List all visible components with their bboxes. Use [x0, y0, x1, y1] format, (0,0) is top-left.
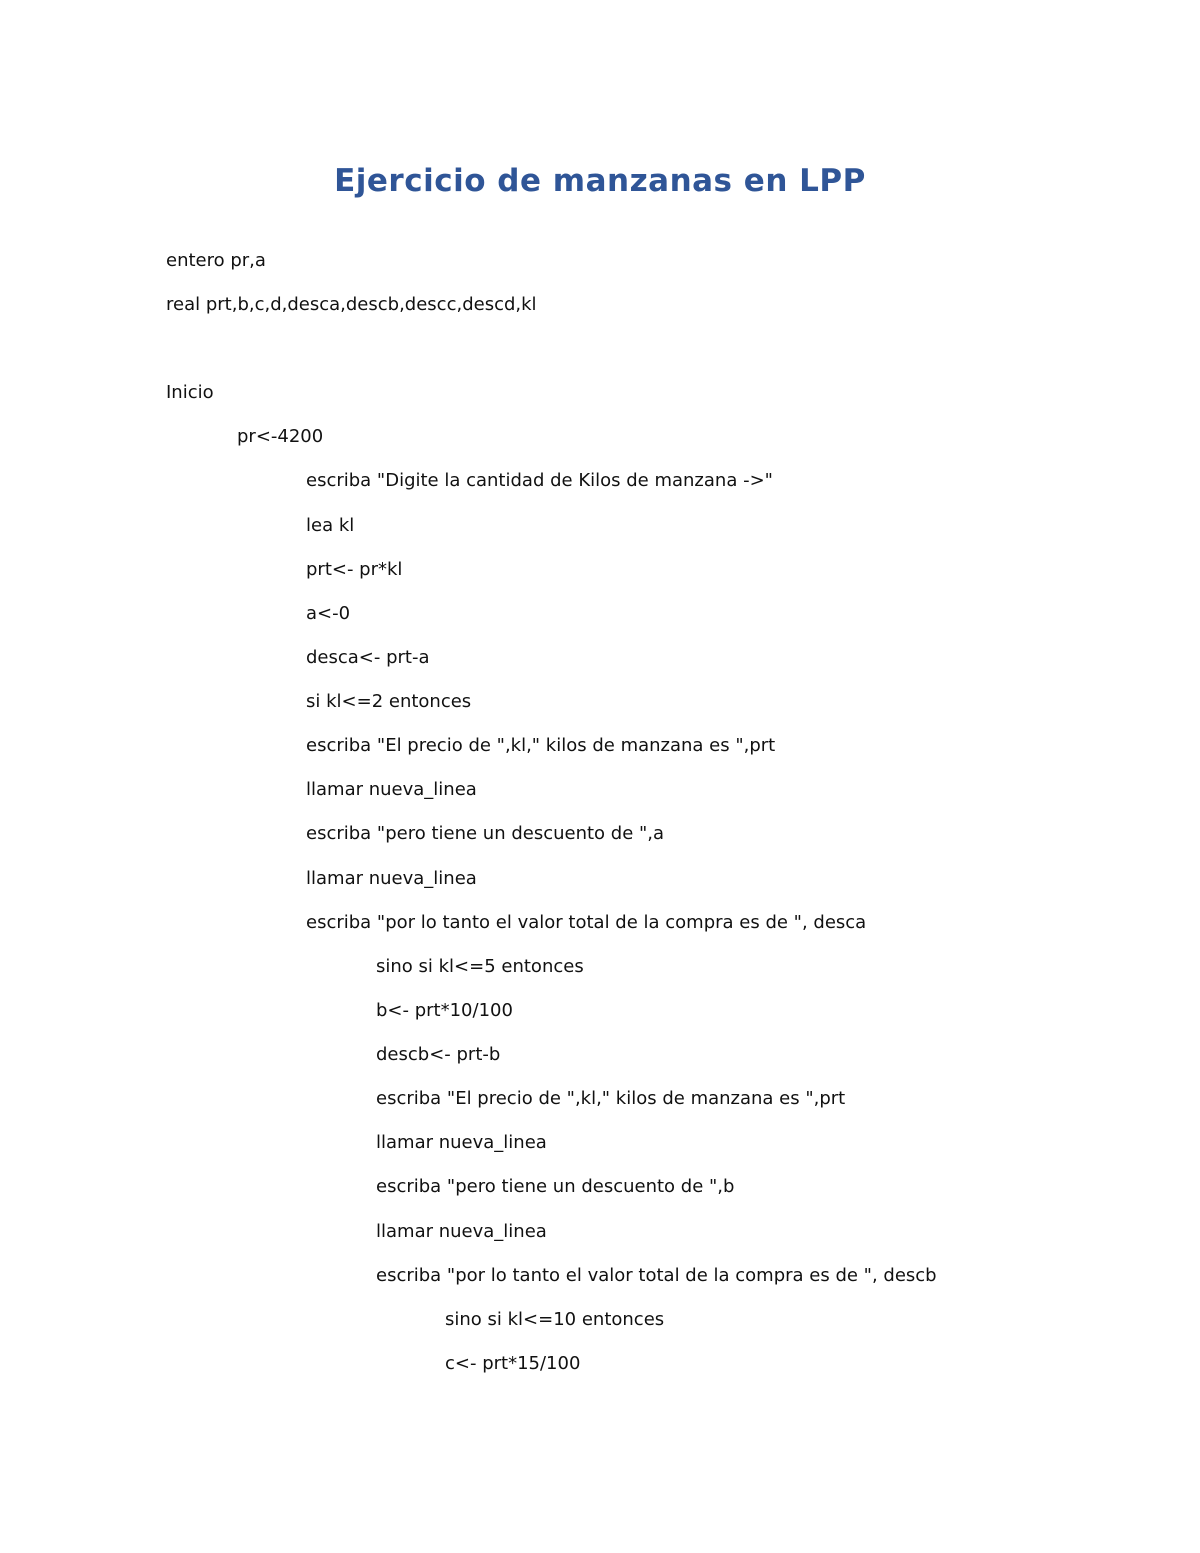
code-line-escriba-digite: escriba "Digite la cantidad de Kilos de manzana ->" [306, 470, 773, 491]
code-line-inicio: Inicio [166, 382, 214, 403]
code-line-desca-assign: desca<- prt-a [306, 647, 430, 668]
code-line-sino-si-kl-5: sino si kl<=5 entonces [376, 956, 584, 977]
code-line-escriba-precio-b: escriba "El precio de ",kl," kilos de manzana es ",prt [376, 1088, 846, 1109]
code-line-escriba-precio-a: escriba "El precio de ",kl," kilos de manzana es ",prt [306, 735, 776, 756]
page-title: Ejercicio de manzanas en LPP [334, 163, 866, 199]
code-line-llamar-nueva-linea-a1: llamar nueva_linea [306, 779, 477, 800]
code-line-si-kl-2: si kl<=2 entonces [306, 691, 472, 712]
code-line-llamar-nueva-linea-b2: llamar nueva_linea [376, 1221, 547, 1242]
code-line-pr-assign: pr<-4200 [237, 426, 324, 447]
code-line-llamar-nueva-linea-b1: llamar nueva_linea [376, 1132, 547, 1153]
code-line-escriba-total-desca: escriba "por lo tanto el valor total de la compra es de ", desca [306, 912, 867, 933]
code-line-escriba-total-descb: escriba "por lo tanto el valor total de la compra es de ", descb [376, 1265, 937, 1286]
code-line-escriba-descuento-b: escriba "pero tiene un descuento de ",b [376, 1176, 735, 1197]
code-line-lea-kl: lea kl [306, 515, 355, 536]
code-line-sino-si-kl-10: sino si kl<=10 entonces [445, 1309, 665, 1330]
code-line-declare-real: real prt,b,c,d,desca,descb,descc,descd,kl [166, 294, 537, 315]
code-line-prt-assign: prt<- pr*kl [306, 559, 403, 580]
code-line-descb-assign: descb<- prt-b [376, 1044, 501, 1065]
code-line-declare-entero: entero pr,a [166, 250, 266, 271]
code-line-a-assign: a<-0 [306, 603, 351, 624]
code-line-escriba-descuento-a: escriba "pero tiene un descuento de ",a [306, 823, 665, 844]
code-line-llamar-nueva-linea-a2: llamar nueva_linea [306, 868, 477, 889]
code-line-b-assign: b<- prt*10/100 [376, 1000, 513, 1021]
code-line-c-assign: c<- prt*15/100 [445, 1353, 581, 1374]
